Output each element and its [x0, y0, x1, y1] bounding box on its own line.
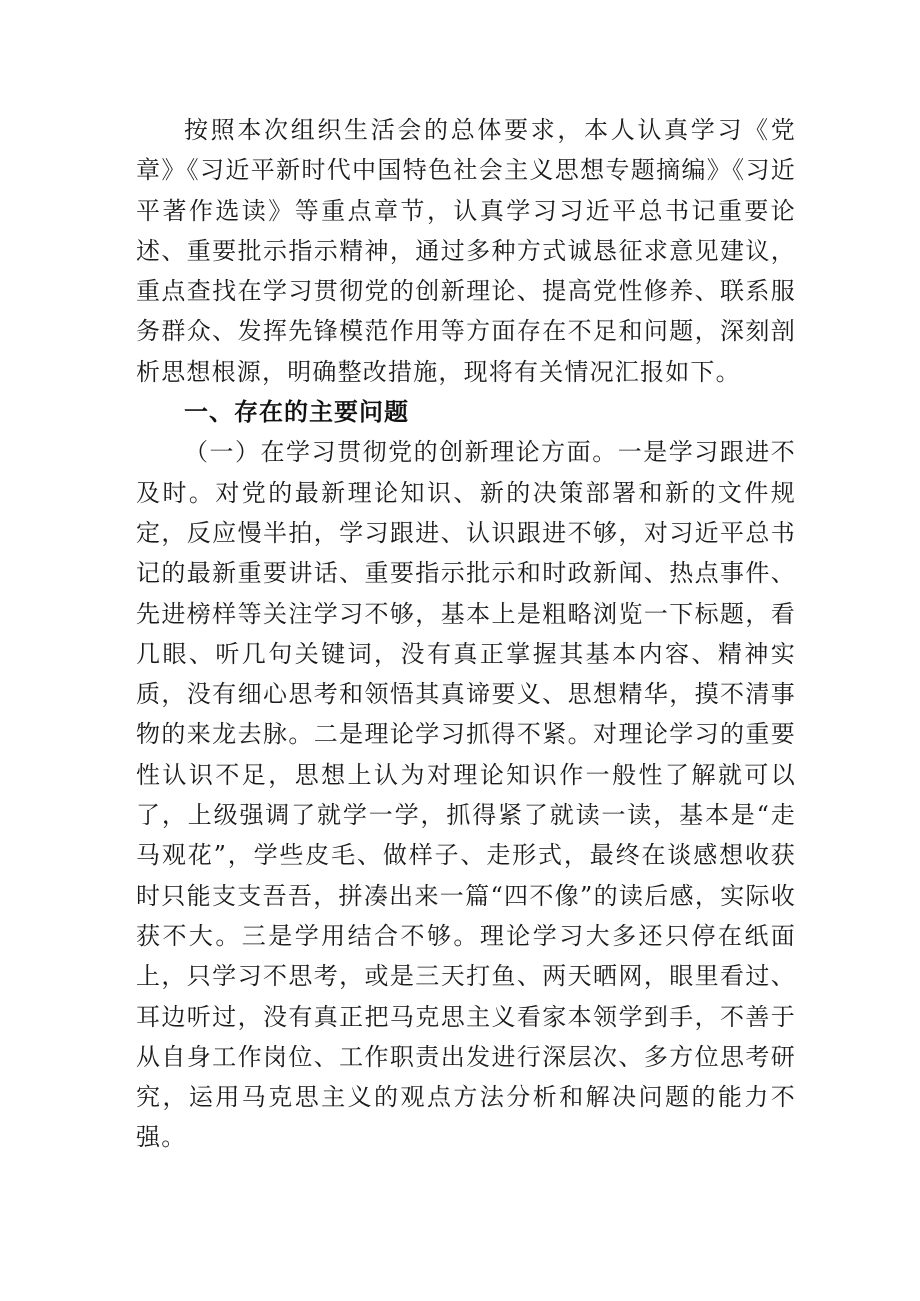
section-1-paragraph: （一）在学习贯彻党的创新理论方面。一是学习跟进不及时。对党的最新理论知识、新的决策部署和新的文件规定，反应慢半拍，学习跟进、认识跟进不够，对习近平总书记的最新重要讲话、重要指示批示和时政新闻、热点事件、先进榜样等关注学习不够，基本上是粗略浏览一下标题，看几眼、听几句关键词，没有真正掌握其基本内容、精神实质，没有细心思考和领悟其真谛要义、思想精华，摸不清事物的来龙去脉。二是理论学习抓得不紧。对理论学习的重要性认识不足，思想上认为对理论知识作一般性了解就可以了，上级强调了就学一学，抓得紧了就读一读，基本是“走马观花”，学些皮毛、做样子、走形式，最终在谈感想收获时只能支支吾吾，拼凑出来一篇“四不像”的读后感，实际收获不大。三是学用结合不够。理论学习大多还只停在纸面上，只学习不思考，或是三天打鱼、两天晒网，眼里看过、耳边听过，没有真正把马克思主义看家本领学到手，不善于从自身工作岗位、工作职责出发进行深层次、多方位思考研究，运用马克思主义的观点方法分析和解决问题的能力不强。 [136, 438, 796, 1152]
intro-paragraph: 按照本次组织生活会的总体要求，本人认真学习《党章》《习近平新时代中国特色社会主义思想专题摘编》《习近平著作选读》等重点章节，认真学习习近平总书记重要论述、重要批示指示精神，通过多种方式诚恳征求意见建议，重点查找在学习贯彻党的创新理论、提高党性修养、联系服务群众、发挥先锋模范作用等方面存在不足和问题，深刻剖析思想根源，明确整改措施，现将有关情况汇报如下。 [136, 116, 796, 386]
section-heading: 一、存在的主要问题 [184, 398, 409, 427]
document-body [136, 110, 796, 1158]
